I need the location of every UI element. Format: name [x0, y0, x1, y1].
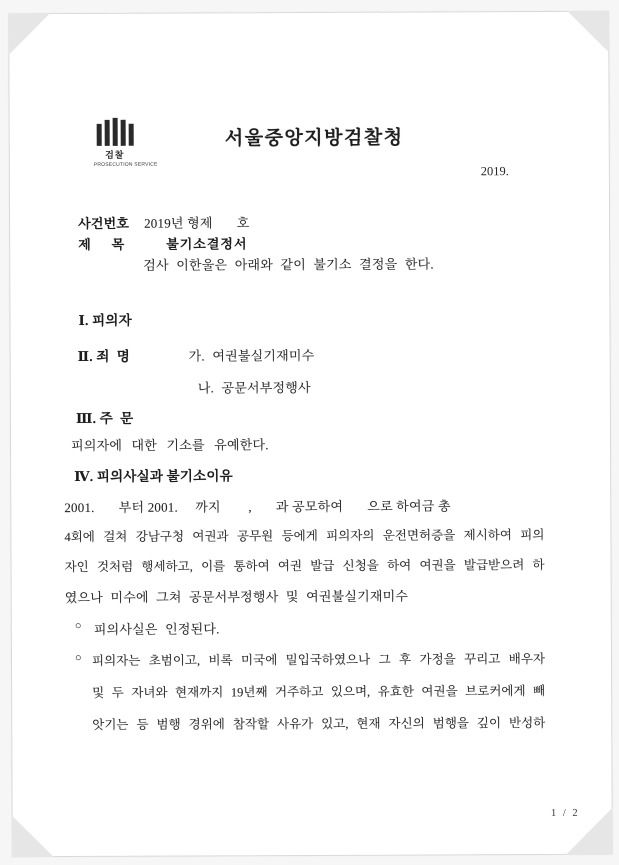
fact-line-3: 자인 것처럼 행세하고, 이를 통하여 여권 발급 신청을 하여 여권을 발급받으려 하 — [64, 557, 545, 575]
page-number: 1 / 2 — [550, 807, 580, 819]
fact-line-4: 였으나 미수에 그쳐 공문서부정행사 및 여권불실기재미수 — [64, 588, 409, 606]
section-2-heading: Ⅱ. 죄 명 — [77, 348, 131, 365]
document-date: 2019. — [480, 164, 509, 179]
reason-line-1: 피의자는 초범이고, 비록 미국에 밀입국하였으나 그 후 가정을 꾸리고 배우자 — [91, 651, 546, 668]
section-3-heading: Ⅲ. 주 문 — [75, 410, 134, 427]
fact-line-2: 4회에 걸쳐 강남구청 여권과 공무원 등에게 피의자의 운전면허증을 제시하여 피의 — [64, 527, 545, 545]
emblem-korean-label: 검찰 — [105, 149, 125, 160]
document-page — [8, 11, 613, 858]
section-4-heading: Ⅳ. 피의사실과 불기소이유 — [74, 468, 233, 485]
emblem-english-label: PROSECUTION SERVICE — [93, 161, 158, 168]
disposition-text: 피의자에 대한 기소를 유예한다. — [71, 437, 269, 454]
fact-line-1: 2001. 부터 2001. 까지 , 과 공모하여 으로 하여금 총 — [64, 498, 451, 516]
reason-line-2: 및 두 자녀와 현재까지 19년째 거주하고 있으며, 유효한 여권을 브로커에게 빼 — [92, 683, 546, 700]
doc-title-value: 불기소결정서 — [166, 236, 248, 252]
charge-item-a: 가. 여권불실기재미수 — [188, 347, 315, 364]
reason-line-3: 앗기는 등 범행 경위에 참작할 사유가 있고, 현재 자신의 범행을 깊이 반성하 — [92, 715, 546, 732]
office-title: 서울중앙지방검찰청 — [224, 127, 404, 150]
folded-corner-top-right-icon — [567, 11, 609, 53]
bullet-2-circle-icon: ○ — [74, 651, 82, 665]
folded-corner-bottom-left-icon — [12, 815, 54, 857]
bullet-1-circle-icon: ○ — [74, 620, 82, 633]
case-number-label: 사건번호 — [78, 215, 130, 232]
prosecutor-statement: 검사 이한울은 아래와 같이 불기소 결정을 한다. — [143, 256, 434, 273]
section-1-heading: Ⅰ. 피의자 — [78, 312, 132, 329]
charge-item-b: 나. 공문서부정행사 — [197, 379, 311, 396]
doc-title-label: 제 목 — [78, 236, 125, 253]
folded-corner-top-left-icon — [8, 13, 50, 55]
case-number-value: 2019년 형제 호 — [144, 215, 250, 231]
bullet-1-text: 피의사실은 인정된다. — [93, 621, 220, 637]
